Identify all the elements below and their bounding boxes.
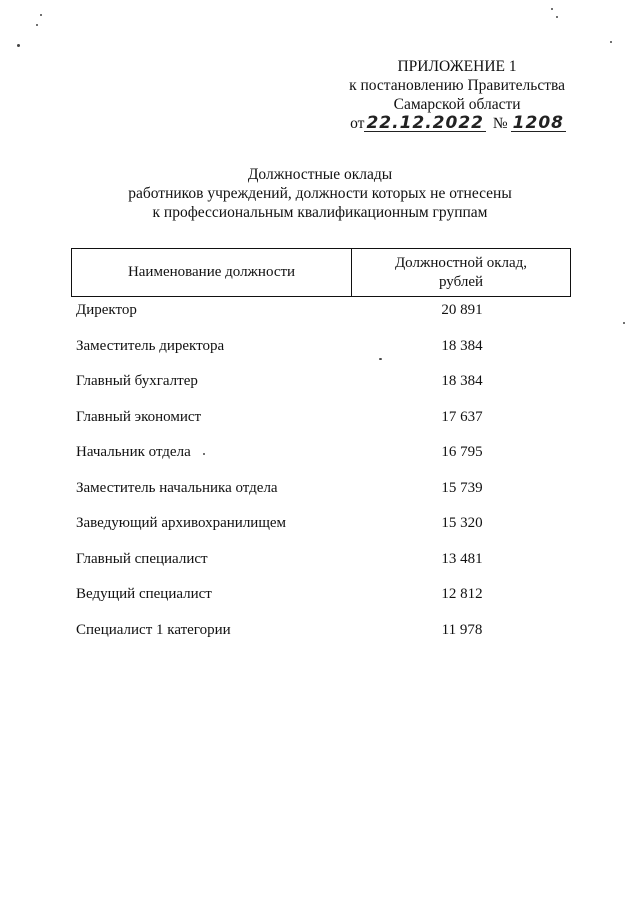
- table-row: [71, 551, 571, 587]
- scan-speck: [610, 41, 612, 43]
- position-name: Заведующий архивохранилищем: [76, 515, 287, 531]
- appendix-header: [348, 57, 566, 133]
- appendix-title: ПРИЛОЖЕНИЕ 1: [397, 58, 517, 75]
- appendix-line-2: Самарской области: [393, 96, 521, 113]
- salary-value: 18 384: [441, 337, 483, 354]
- salary-table: [71, 248, 571, 638]
- table-row: [71, 515, 571, 551]
- position-name: Заместитель директора: [76, 337, 225, 354]
- position-name: Директор: [76, 302, 137, 318]
- scan-speck: [623, 322, 625, 324]
- position-name: Главный специалист: [76, 550, 208, 567]
- position-name: Главный бухгалтер: [76, 373, 198, 389]
- title-line-1: Должностные оклады: [247, 166, 393, 183]
- salary-value: 15 739: [441, 479, 483, 496]
- handwritten-date: 22.12.2022: [366, 113, 484, 133]
- salary-header-line-2: рублей: [438, 273, 484, 290]
- scan-speck: [551, 8, 553, 10]
- scan-speck: [36, 24, 38, 26]
- salary-value: 11 978: [441, 621, 483, 638]
- scan-speck: [17, 44, 20, 47]
- table-header: [71, 248, 571, 297]
- handwritten-number: 1208: [512, 113, 564, 133]
- position-name: Специалист 1 категории: [76, 621, 231, 638]
- salary-header-line-1: Должностной оклад,: [394, 254, 528, 271]
- position-name: Начальник отдела: [76, 444, 191, 460]
- salary-value: 17 637: [441, 408, 483, 425]
- salary-value: 15 320: [441, 515, 483, 531]
- position-name: Главный экономист: [76, 408, 202, 425]
- column-header-position: Наименование должности: [72, 249, 352, 296]
- table-body: [71, 302, 571, 657]
- appendix-date-line: [350, 114, 566, 133]
- salary-value: 13 481: [441, 550, 483, 567]
- number-prefix: №: [492, 115, 508, 132]
- salary-value: 12 812: [441, 586, 483, 602]
- column-header-salary: [352, 249, 570, 296]
- table-row: [71, 338, 571, 374]
- table-row: [71, 302, 571, 338]
- scan-speck: [40, 14, 42, 16]
- position-name: Ведущий специалист: [76, 586, 212, 602]
- title-line-3: к профессиональным квалификационным группам: [152, 204, 488, 221]
- table-row: [71, 409, 571, 445]
- salary-value: 20 891: [441, 302, 483, 318]
- document-title: [0, 165, 640, 222]
- table-row: [71, 373, 571, 409]
- salary-value: 16 795: [441, 444, 483, 460]
- title-line-2: работников учреждений, должности которых не отнесены: [128, 185, 512, 202]
- appendix-line-1: к постановлению Правительства: [349, 77, 566, 94]
- position-name: Заместитель начальника отдела: [76, 479, 278, 496]
- date-prefix: от: [350, 115, 365, 132]
- table-row: [71, 444, 571, 480]
- scan-speck: [556, 16, 558, 18]
- salary-value: 18 384: [441, 373, 483, 389]
- table-row: [71, 480, 571, 516]
- table-row: [71, 622, 571, 658]
- table-row: [71, 586, 571, 622]
